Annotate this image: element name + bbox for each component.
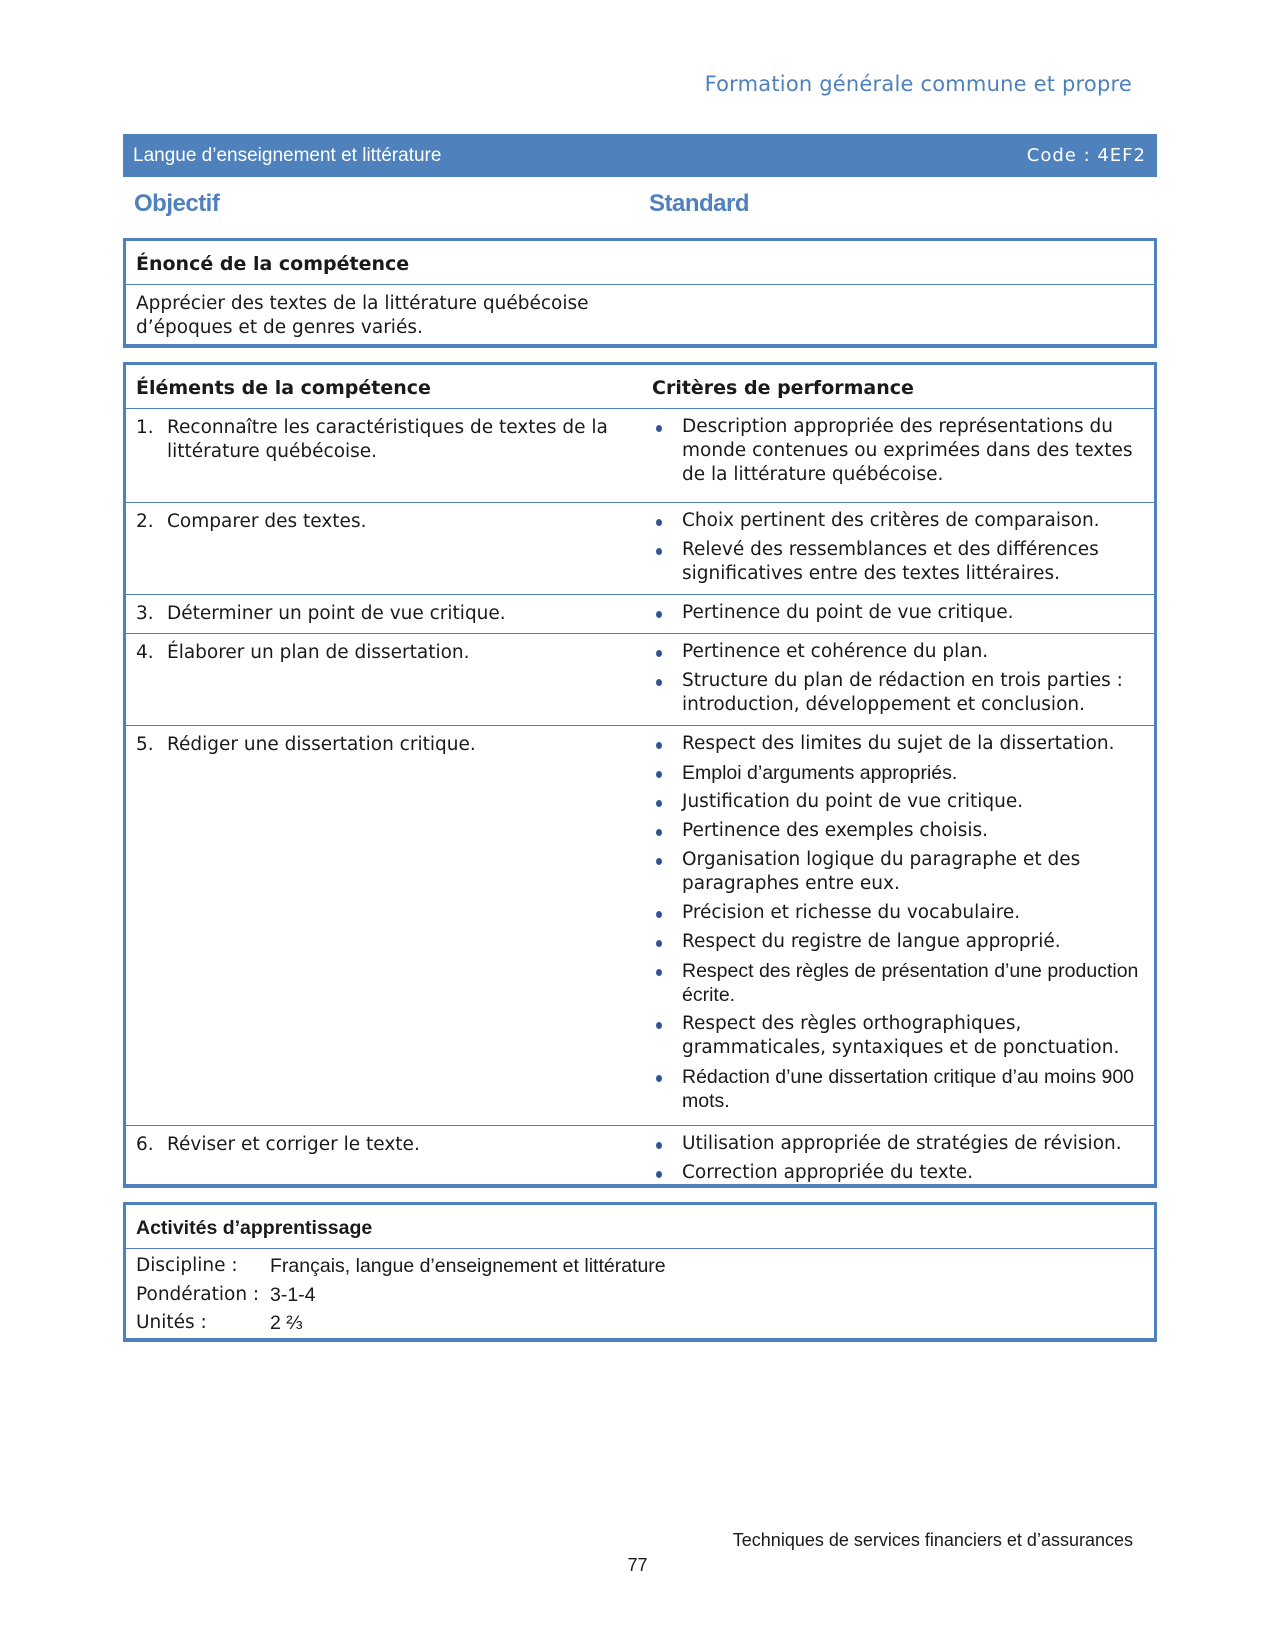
bullet-icon (652, 819, 682, 843)
enonce-line-1: Apprécier des textes de la littérature québécoise (136, 293, 589, 314)
criterion-text: Pertinence et cohérence du plan. (682, 641, 989, 662)
bullet-icon (652, 640, 682, 664)
running-head: Formation générale commune et propre (704, 72, 1132, 96)
elements-column-header: Éléments de la compétence (136, 377, 431, 399)
table-row (126, 503, 1154, 595)
bullet-icon (652, 848, 682, 896)
enonce-line-2: d’époques et de genres variés. (136, 317, 423, 338)
element-text: Comparer des textes. (167, 511, 367, 532)
unites-row (136, 1309, 1144, 1338)
elements-table (123, 362, 1157, 1188)
course-banner (123, 134, 1157, 177)
criteria-column-header: Critères de performance (652, 377, 914, 399)
table-row (126, 634, 1154, 726)
table-row (126, 409, 1154, 503)
element-text: Reconnaître les caractéristiques de textes de la littérature québécoise. (167, 417, 608, 462)
criterion-text: Précision et richesse du vocabulaire. (682, 902, 1021, 923)
bullet-icon (652, 790, 682, 814)
bullet-icon (652, 669, 682, 717)
criterion-text: Relevé des ressemblances et des différences significatives entre des textes littéraires. (682, 539, 1099, 584)
activites-box (123, 1202, 1157, 1342)
discipline-label: Discipline : (136, 1255, 238, 1276)
enonce-box (123, 238, 1157, 348)
bullet-icon (652, 509, 682, 533)
element-number: 3. (136, 603, 154, 624)
element-number: 5. (136, 734, 154, 755)
bullet-icon (652, 538, 682, 586)
criterion-text: Utilisation appropriée de stratégies de révision. (682, 1133, 1122, 1154)
bullet-icon (652, 1065, 682, 1113)
element-text: Rédiger une dissertation critique. (167, 734, 476, 755)
course-title: Langue d’enseignement et littérature (133, 144, 442, 166)
enonce-text (126, 285, 1154, 347)
table-row (126, 726, 1154, 1126)
criterion-text: Pertinence des exemples choisis. (682, 820, 989, 841)
bullet-icon (652, 1132, 682, 1156)
criterion-text: Structure du plan de rédaction en trois parties : introduction, développement et conclusion. (682, 670, 1123, 715)
element-number: 4. (136, 642, 154, 663)
element-text: Déterminer un point de vue critique. (167, 603, 506, 624)
ponderation-label: Pondération : (136, 1283, 260, 1305)
bullet-icon (652, 761, 682, 785)
criterion-text: Respect du registre de langue approprié. (682, 931, 1061, 952)
standard-heading: Standard (649, 190, 750, 217)
unites-label: Unités : (136, 1312, 207, 1333)
element-text: Élaborer un plan de dissertation. (167, 642, 470, 663)
element-text: Réviser et corriger le texte. (167, 1134, 420, 1155)
unites-value: 2 ⅔ (270, 1312, 303, 1334)
element-number: 2. (136, 511, 154, 532)
criterion-text: Description appropriée des représentations du monde contenues ou exprimées dans des textes de la littérature québécoise. (682, 416, 1133, 485)
footer-program-name: Techniques de services financiers et d’assurances (732, 1530, 1133, 1550)
element-number: 6. (136, 1134, 154, 1155)
enonce-header: Énoncé de la compétence (126, 241, 1154, 285)
criterion-text: Correction appropriée du texte. (682, 1162, 974, 1183)
bullet-icon (652, 601, 682, 625)
criterion-text: Justification du point de vue critique. (682, 791, 1024, 812)
ponderation-value: 3-1-4 (270, 1283, 316, 1306)
criterion-text: Rédaction d’une dissertation critique d’au moins 900 mots. (682, 1066, 1135, 1112)
bullet-icon (652, 1161, 682, 1185)
bullet-icon (652, 1012, 682, 1060)
activites-header: Activités d’apprentissage (126, 1205, 1154, 1249)
course-code: Code : 4EF2 (1026, 145, 1146, 166)
bullet-icon (652, 901, 682, 925)
criterion-text: Respect des règles orthographiques, grammaticales, syntaxiques et de ponctuation. (682, 1013, 1120, 1058)
table-row (126, 595, 1154, 634)
discipline-value: Français, langue d’enseignement et littérature (270, 1255, 666, 1277)
table-row (126, 1126, 1154, 1194)
bullet-icon (652, 930, 682, 954)
discipline-row (136, 1252, 1144, 1281)
criterion-text: Organisation logique du paragraphe et des paragraphes entre eux. (682, 849, 1081, 894)
page-number: 77 (627, 1555, 648, 1575)
activites-body (126, 1249, 1154, 1338)
criterion-text: Respect des règles de présentation d’une production écrite. (682, 960, 1139, 1006)
bullet-icon (652, 415, 682, 487)
objective-standard-headings (123, 190, 1157, 226)
bullet-icon (652, 959, 682, 1007)
criterion-text: Emploi d’arguments appropriés. (682, 762, 958, 784)
element-number: 1. (136, 417, 154, 438)
objectif-heading: Objectif (134, 190, 220, 217)
criterion-text: Pertinence du point de vue critique. (682, 602, 1014, 623)
criterion-text: Respect des limites du sujet de la dissertation. (682, 733, 1115, 754)
criterion-text: Choix pertinent des critères de comparaison. (682, 510, 1100, 531)
bullet-icon (652, 732, 682, 756)
elements-table-header (126, 365, 1154, 409)
ponderation-row (136, 1281, 1144, 1310)
